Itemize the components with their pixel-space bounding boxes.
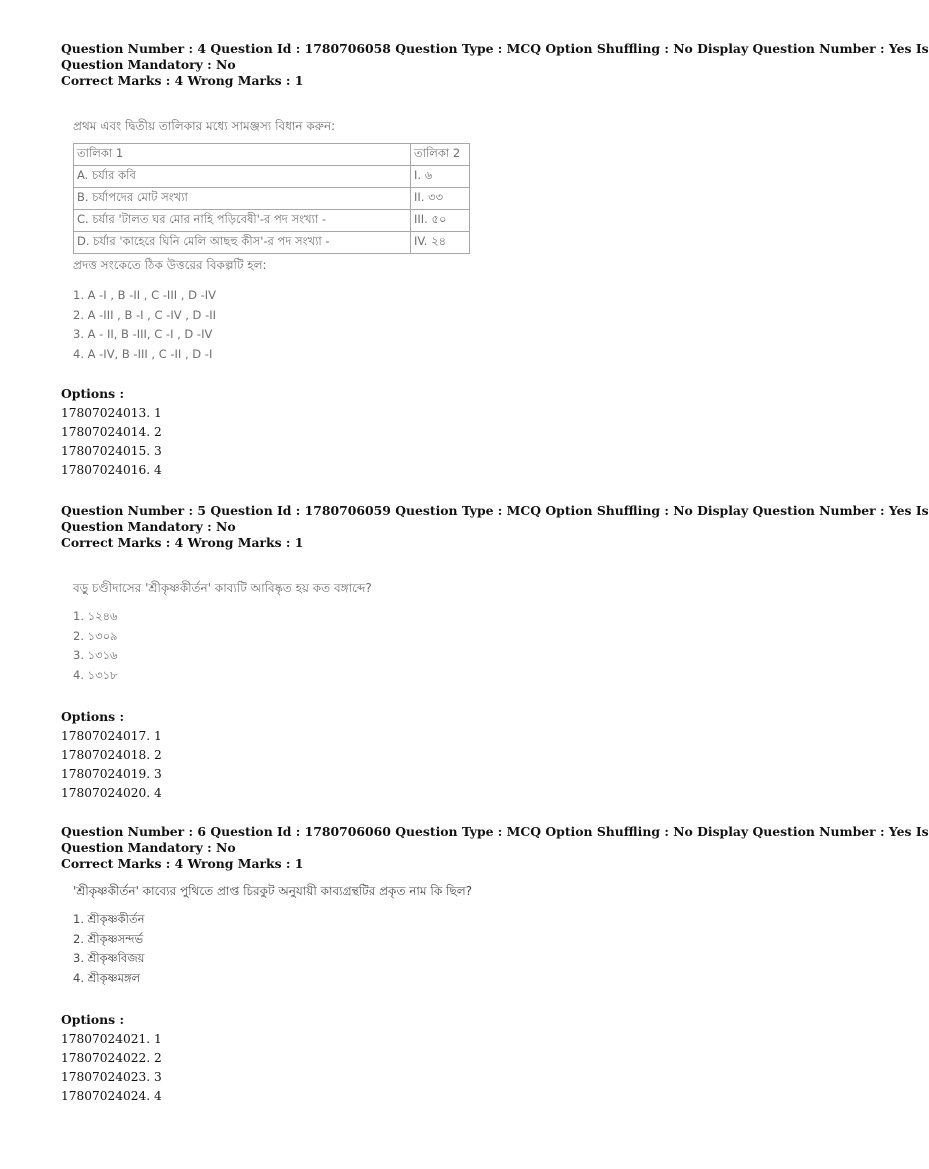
- choice-item: 3. ১৩১৬: [73, 648, 118, 662]
- option-item: 17807024021. 1: [61, 1032, 162, 1046]
- meta-line-3: Correct Marks : 4 Wrong Marks : 1: [61, 73, 304, 88]
- question-text: প্রথম এবং দ্বিতীয় তালিকার মধ্যে সামঞ্জস্য বিধান করুন:: [73, 119, 336, 133]
- question-content: [73, 882, 761, 988]
- option-item: 17807024018. 2: [61, 748, 162, 762]
- table-cell-right: I. ৬: [411, 166, 470, 188]
- table-row: [74, 166, 470, 188]
- options-label: Options :: [61, 709, 125, 724]
- choice-item: 2. A -III , B -I , C -IV , D -II: [73, 307, 216, 322]
- option-item: 17807024020. 4: [61, 786, 162, 800]
- choice-list: [73, 607, 761, 685]
- option-item: 17807024015. 3: [61, 444, 162, 458]
- choice-list: [73, 910, 761, 988]
- option-item: 17807024013. 1: [61, 406, 162, 420]
- choice-item: 4. শ্রীকৃষ্ণমঙ্গল: [73, 970, 141, 985]
- choice-item: 4. A -IV, B -III , C -II , D -I: [73, 346, 213, 361]
- table-cell-right: III. ৫০: [411, 210, 470, 232]
- choice-item: 1. A -I , B -II , C -III , D -IV: [73, 288, 216, 302]
- table-cell-right: II. ৩৩: [411, 188, 470, 210]
- table-cell-left: A. চর্যার কবি: [74, 166, 411, 188]
- choice-item: 3. শ্রীকৃষ্ণবিজয়: [73, 951, 145, 965]
- choice-item: 3. A - II, B -III, C -I , D -IV: [73, 327, 213, 341]
- question-block-4: [61, 41, 929, 480]
- options-section: [61, 709, 761, 803]
- choice-item: 4. ১৩১৮: [73, 667, 118, 682]
- table-row: [74, 210, 470, 232]
- options-section: [61, 1012, 761, 1106]
- question-block-5: [61, 503, 929, 803]
- question-content: [73, 117, 761, 364]
- question-block-6: [61, 824, 929, 1106]
- question-meta: [61, 503, 929, 551]
- match-table: [73, 143, 470, 254]
- question-text: বড়ু চণ্ডীদাসের 'শ্রীকৃষ্ণকীর্তন' কাব্যটি আবিষ্কৃত হয় কত বঙ্গাব্দে?: [73, 581, 372, 595]
- table-header-list2: তালিকা 2: [411, 144, 470, 166]
- table-cell-left: D. চর্যার 'কাহেরে ঘিনি মেলি আছহু কীস'-র পদ সংখ্যা -: [74, 232, 411, 254]
- choice-item: 1. ১২৪৬: [73, 609, 118, 623]
- meta-line-1: Question Number : 6 Question Id : 1780706060 Question Type : MCQ Option Shuffling : No Display Question Number : Yes Is: [61, 824, 929, 839]
- meta-line-3: Correct Marks : 4 Wrong Marks : 1: [61, 856, 304, 871]
- option-item: 17807024023. 3: [61, 1070, 162, 1084]
- option-item: 17807024014. 2: [61, 425, 162, 439]
- choice-list: [73, 286, 761, 364]
- meta-line-1: Question Number : 4 Question Id : 1780706058 Question Type : MCQ Option Shuffling : No Display Question Number : Yes Is: [61, 41, 929, 56]
- options-section: [61, 386, 761, 480]
- question-text: 'শ্রীকৃষ্ণকীর্তন' কাব্যের পুথিতে প্রাপ্ত চিরকুট অনুযায়ী কাব্যগ্রন্থটির প্রকৃত নাম কি ছিল?: [73, 884, 473, 898]
- option-item: 17807024019. 3: [61, 767, 162, 781]
- choice-item: 2. ১৩০৯: [73, 628, 118, 643]
- option-item: 17807024016. 4: [61, 463, 162, 477]
- option-item: 17807024022. 2: [61, 1051, 162, 1065]
- choice-item: 2. শ্রীকৃষ্ণসন্দর্ভ: [73, 931, 144, 946]
- question-meta: [61, 41, 929, 89]
- table-header-list1: তালিকা 1: [74, 144, 411, 166]
- table-cell-left: C. চর্যার 'টালত ঘর মোর নাহি পড়িবেষী'-র পদ সংখ্যা -: [74, 210, 411, 232]
- table-cell-right: IV. ২৪: [411, 232, 470, 254]
- options-label: Options :: [61, 386, 125, 401]
- option-item: 17807024017. 1: [61, 729, 162, 743]
- table-row: [74, 188, 470, 210]
- table-cell-left: B. চর্যাপদের মোট সংখ্যা: [74, 188, 411, 210]
- match-table-header: [74, 144, 470, 166]
- meta-line-1: Question Number : 5 Question Id : 1780706059 Question Type : MCQ Option Shuffling : No Display Question Number : Yes Is: [61, 503, 929, 518]
- meta-line-3: Correct Marks : 4 Wrong Marks : 1: [61, 535, 304, 550]
- choice-item: 1. শ্রীকৃষ্ণকীর্তন: [73, 912, 145, 926]
- meta-line-2: Question Mandatory : No: [61, 840, 236, 855]
- question-prompt: প্রদত্ত সংকেতে ঠিক উত্তরের বিকল্পটি হল:: [73, 258, 267, 272]
- question-content: [73, 579, 761, 685]
- option-item: 17807024024. 4: [61, 1089, 162, 1103]
- meta-line-2: Question Mandatory : No: [61, 519, 236, 534]
- table-row: [74, 232, 470, 254]
- question-meta: [61, 824, 929, 872]
- meta-line-2: Question Mandatory : No: [61, 57, 236, 72]
- options-label: Options :: [61, 1012, 125, 1027]
